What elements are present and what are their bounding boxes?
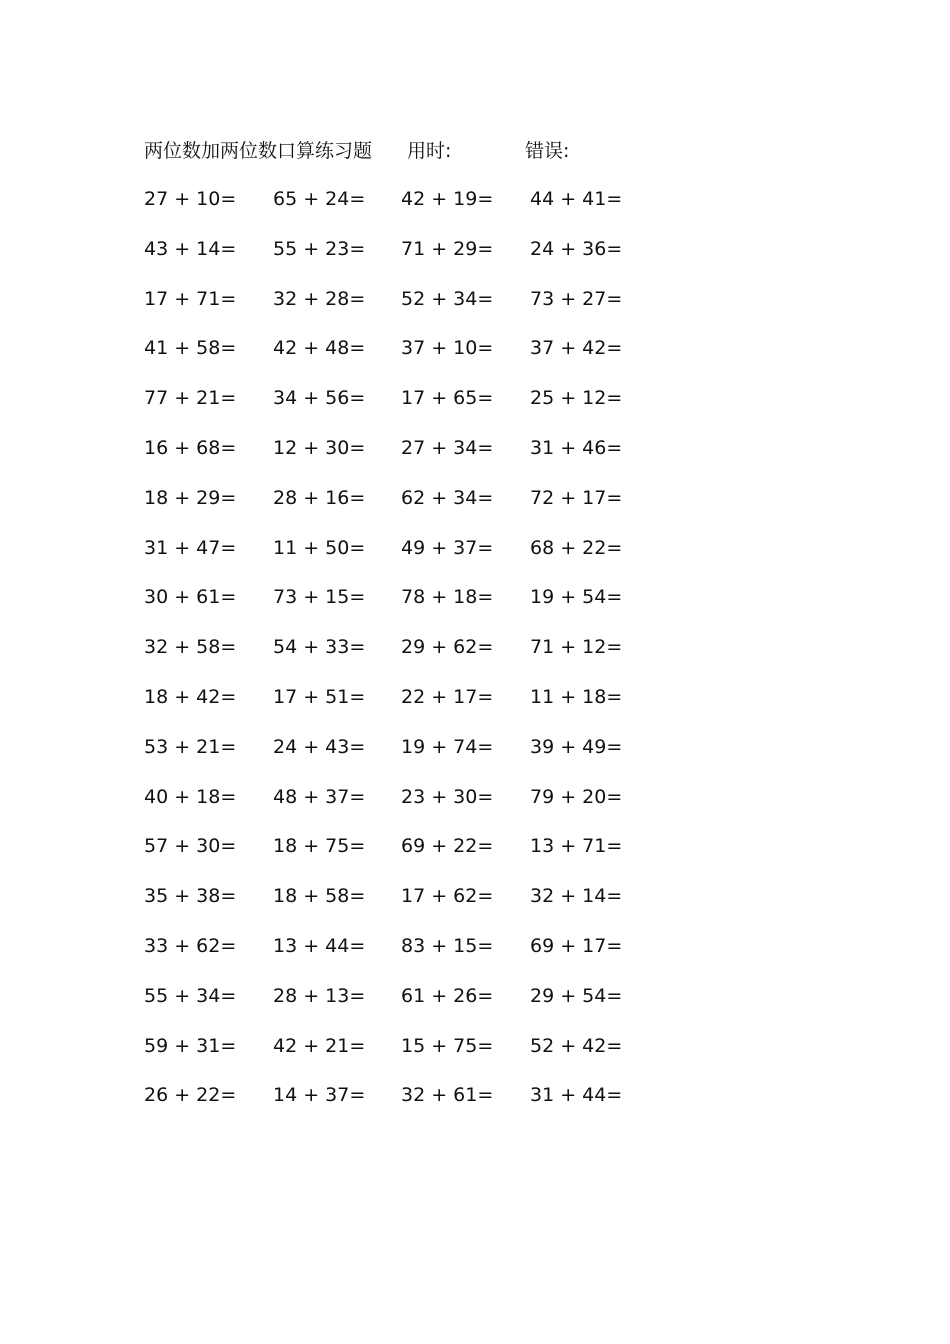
arithmetic-problem: 55 + 23= — [273, 237, 366, 260]
arithmetic-problem: 17 + 65= — [401, 387, 494, 410]
arithmetic-problem: 26 + 22= — [144, 1084, 237, 1107]
arithmetic-problem: 30 + 61= — [144, 586, 237, 609]
problem-row — [144, 1032, 664, 1082]
arithmetic-problem: 33 + 62= — [144, 934, 237, 957]
arithmetic-problem: 29 + 62= — [401, 636, 494, 659]
arithmetic-problem: 39 + 49= — [530, 735, 623, 758]
arithmetic-problem: 25 + 12= — [530, 387, 623, 410]
arithmetic-problem: 28 + 16= — [273, 486, 366, 509]
arithmetic-problem: 83 + 15= — [401, 934, 494, 957]
arithmetic-problem: 54 + 33= — [273, 636, 366, 659]
arithmetic-problem: 73 + 27= — [530, 287, 623, 310]
problem-row — [144, 733, 664, 783]
arithmetic-problem: 41 + 58= — [144, 337, 237, 360]
arithmetic-problem: 59 + 31= — [144, 1034, 237, 1057]
arithmetic-problem: 62 + 34= — [401, 486, 494, 509]
problem-row — [144, 683, 664, 733]
arithmetic-problem: 79 + 20= — [530, 785, 623, 808]
arithmetic-problem: 27 + 10= — [144, 188, 237, 210]
problem-row — [144, 384, 664, 434]
time-label: 用时: — [407, 140, 452, 162]
problem-row — [144, 583, 664, 633]
problem-row — [144, 1081, 664, 1131]
arithmetic-problem: 42 + 48= — [273, 337, 366, 360]
arithmetic-problem: 19 + 74= — [401, 735, 494, 758]
arithmetic-problem: 52 + 42= — [530, 1034, 623, 1057]
arithmetic-problem: 17 + 62= — [401, 885, 494, 908]
problem-row — [144, 832, 664, 882]
arithmetic-problem: 12 + 30= — [273, 436, 366, 459]
arithmetic-problem: 11 + 50= — [273, 536, 366, 559]
arithmetic-problem: 77 + 21= — [144, 387, 237, 410]
arithmetic-problem: 13 + 71= — [530, 835, 623, 858]
arithmetic-problem: 31 + 44= — [530, 1084, 623, 1107]
arithmetic-problem: 29 + 54= — [530, 984, 623, 1007]
arithmetic-problem: 17 + 71= — [144, 287, 237, 310]
arithmetic-problem: 68 + 22= — [530, 536, 623, 559]
worksheet-header — [144, 137, 664, 165]
arithmetic-problem: 43 + 14= — [144, 237, 237, 260]
arithmetic-problem: 53 + 21= — [144, 735, 237, 758]
arithmetic-problem: 48 + 37= — [273, 785, 366, 808]
problem-grid — [144, 185, 664, 1131]
arithmetic-problem: 27 + 34= — [401, 436, 494, 459]
arithmetic-problem: 24 + 36= — [530, 237, 623, 260]
arithmetic-problem: 49 + 37= — [401, 536, 494, 559]
arithmetic-problem: 65 + 24= — [273, 188, 366, 210]
arithmetic-problem: 18 + 58= — [273, 885, 366, 908]
arithmetic-problem: 32 + 14= — [530, 885, 623, 908]
arithmetic-problem: 42 + 19= — [401, 188, 494, 210]
arithmetic-problem: 69 + 22= — [401, 835, 494, 858]
arithmetic-problem: 78 + 18= — [401, 586, 494, 609]
arithmetic-problem: 14 + 37= — [273, 1084, 366, 1107]
arithmetic-problem: 72 + 17= — [530, 486, 623, 509]
problem-row — [144, 334, 664, 384]
problem-row — [144, 882, 664, 932]
arithmetic-problem: 18 + 42= — [144, 685, 237, 708]
arithmetic-problem: 13 + 44= — [273, 934, 366, 957]
problem-row — [144, 484, 664, 534]
arithmetic-problem: 55 + 34= — [144, 984, 237, 1007]
arithmetic-problem: 35 + 38= — [144, 885, 237, 908]
arithmetic-problem: 23 + 30= — [401, 785, 494, 808]
worksheet-title: 两位数加两位数口算练习题 — [144, 140, 373, 162]
arithmetic-problem: 71 + 29= — [401, 237, 494, 260]
arithmetic-problem: 18 + 75= — [273, 835, 366, 858]
problem-row — [144, 235, 664, 285]
problem-row — [144, 185, 664, 235]
arithmetic-problem: 71 + 12= — [530, 636, 623, 659]
problem-row — [144, 932, 664, 982]
errors-label: 错误: — [525, 140, 570, 162]
arithmetic-problem: 16 + 68= — [144, 436, 237, 459]
arithmetic-problem: 37 + 10= — [401, 337, 494, 360]
problem-row — [144, 982, 664, 1032]
arithmetic-problem: 34 + 56= — [273, 387, 366, 410]
problem-row — [144, 285, 664, 335]
arithmetic-problem: 69 + 17= — [530, 934, 623, 957]
arithmetic-problem: 28 + 13= — [273, 984, 366, 1007]
arithmetic-problem: 32 + 28= — [273, 287, 366, 310]
arithmetic-problem: 22 + 17= — [401, 685, 494, 708]
arithmetic-problem: 57 + 30= — [144, 835, 237, 858]
arithmetic-problem: 32 + 58= — [144, 636, 237, 659]
arithmetic-problem: 40 + 18= — [144, 785, 237, 808]
problem-row — [144, 434, 664, 484]
arithmetic-problem: 11 + 18= — [530, 685, 623, 708]
arithmetic-problem: 15 + 75= — [401, 1034, 494, 1057]
problem-row — [144, 783, 664, 833]
arithmetic-problem: 31 + 46= — [530, 436, 623, 459]
arithmetic-problem: 73 + 15= — [273, 586, 366, 609]
arithmetic-problem: 37 + 42= — [530, 337, 623, 360]
arithmetic-problem: 19 + 54= — [530, 586, 623, 609]
arithmetic-problem: 17 + 51= — [273, 685, 366, 708]
arithmetic-problem: 31 + 47= — [144, 536, 237, 559]
arithmetic-problem: 42 + 21= — [273, 1034, 366, 1057]
arithmetic-problem: 18 + 29= — [144, 486, 237, 509]
arithmetic-problem: 24 + 43= — [273, 735, 366, 758]
problem-row — [144, 633, 664, 683]
arithmetic-problem: 32 + 61= — [401, 1084, 494, 1107]
arithmetic-problem: 44 + 41= — [530, 188, 623, 210]
arithmetic-problem: 61 + 26= — [401, 984, 494, 1007]
problem-row — [144, 534, 664, 584]
arithmetic-problem: 52 + 34= — [401, 287, 494, 310]
